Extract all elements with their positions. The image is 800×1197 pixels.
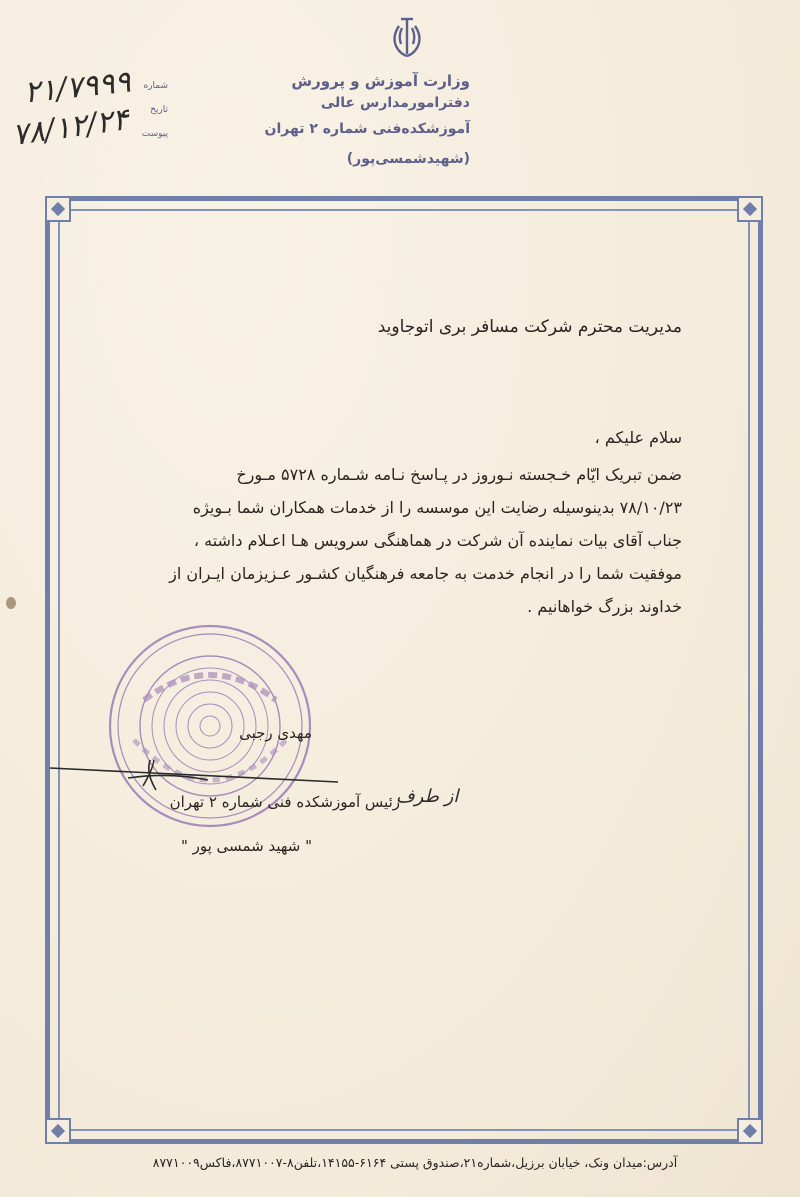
frame-corner-ornament: [737, 1118, 763, 1144]
handwritten-letter-number: ۲۱/۷۹۹۹: [22, 64, 133, 111]
meta-label-number: شماره: [143, 81, 168, 91]
recipient-line: مدیریت محترم شرکت مسافر بری اتوجاوید: [377, 317, 682, 337]
signer-title: رئیس آموزشکده فنی شماره ۲ تهران: [169, 793, 400, 811]
paragraph-line: جناب آقای بیات نماینده آن شرکت در هماهنگی سرویس هـا اعـلام داشته ،: [193, 531, 682, 550]
letterhead-ministry: وزارت آموزش و پرورش: [291, 72, 470, 90]
paragraph-line: خداوند بزرگ خواهانیم .: [527, 597, 682, 616]
letter-paragraph: [102, 458, 682, 623]
iran-emblem-icon: [382, 14, 432, 64]
meta-label-date: تاریخ: [150, 105, 168, 115]
paragraph-line: موفقیت شما را در انجام خدمت به جامعه فرهنگیان کشـور عـزیزمان ایـران از: [169, 564, 682, 583]
footer-address: آدرس:میدان ونک، خیابان برزیل،شماره۲۱،صندوق پستی ۶۱۶۴-۱۴۱۵۵،تلفن۸-۸۷۷۱۰۰۷،فاکس۸۷۷۱۰۰۹: [152, 1155, 678, 1170]
paragraph-line: ضمن تبریک ایّام خـجسته نـوروز در پـاسخ نـامه شـماره ۵۷۲۸ مـورخ: [236, 465, 682, 484]
handwritten-letter-date: ۷۸/۱۲/۲۴: [10, 102, 131, 153]
paper-stain: [6, 597, 16, 609]
paragraph-line: ۷۸/۱۰/۲۳ بدینوسیله رضایت این موسسه را از خدمات همکاران شما بـویژه: [192, 498, 682, 517]
frame-corner-ornament: [45, 196, 71, 222]
signature-scribble: از طرف: [396, 786, 459, 807]
greeting: سلام علیکم ،: [594, 428, 682, 447]
frame-corner-ornament: [737, 196, 763, 222]
frame-corner-ornament: [45, 1118, 71, 1144]
signer-name: مهدی رجبی: [239, 724, 312, 742]
signer-school: " شهید شمسی پور ": [180, 837, 312, 855]
letterhead-school-name: (شهیدشمسی‌پور): [346, 151, 470, 167]
letterhead-school: آموزشکده‌فنی شماره ۲ تهران: [264, 121, 470, 137]
meta-label-attachment: پیوست: [141, 129, 168, 139]
letterhead-office: دفترامورمدارس عالی: [320, 95, 470, 111]
